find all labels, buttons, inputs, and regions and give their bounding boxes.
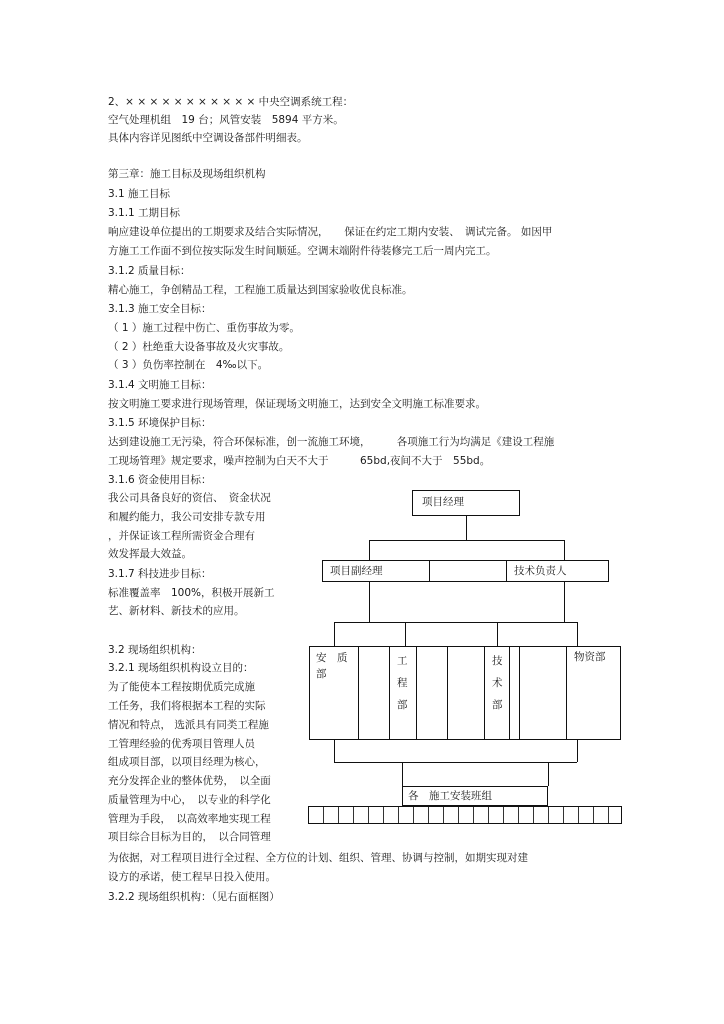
connector — [334, 622, 577, 623]
text-line: 组成项目部，以项目经理为核心， — [108, 756, 266, 768]
text-line: 管理为手段， 以高效率地实现工程 — [108, 813, 271, 825]
subsection-heading: 3.1.6 资金使用目标： — [108, 474, 212, 486]
subsection-heading: 3.1.1 工期目标 — [108, 207, 181, 219]
divider — [566, 646, 567, 740]
org-label-manager: 项目经理 — [422, 496, 464, 508]
org-label-engineering: 工程部 — [397, 655, 408, 711]
text-line: 和履约能力，我公司安排专款专用 — [108, 511, 266, 523]
org-label-materials: 物资部 — [574, 651, 606, 663]
text-line: 为了能使本工程按期优质完成施 — [108, 681, 255, 693]
org-label-safety-quality: 安 质部 — [316, 652, 348, 680]
text-line: 工任务，我们将根据本工程的实际 — [108, 700, 266, 712]
connector — [577, 740, 578, 762]
connector — [577, 622, 578, 646]
connector — [334, 740, 335, 762]
connector — [369, 540, 370, 560]
text-line: 精心施工，争创精品工程，工程施工质量达到国家验收优良标准。 — [108, 284, 413, 296]
connector — [402, 762, 403, 786]
subsection-heading: 3.2.1 现场组织机构设立目的： — [108, 662, 254, 674]
org-label-crews: 各 施工安装班组 — [408, 790, 492, 802]
text-line: 按文明施工要求进行现场管理，保证现场文明施工，达到安全文明施工标准要求。 — [108, 398, 486, 410]
text-line: （ 1 ）施工过程中伤亡、重伤事故为零。 — [108, 322, 300, 334]
text-line: 为依据，对工程项目进行全过程、全方位的计划、组织、管理、协调与控制，如期实现对建 — [108, 852, 528, 864]
text-line: 充分发挥企业的整体优势， 以全面 — [108, 775, 271, 787]
subsection-heading: 3.2.2 现场组织机构：（见右面框图） — [108, 891, 280, 903]
text-line: （ 2 ）杜绝重大设备事故及火灾事故。 — [108, 341, 290, 353]
divider — [447, 646, 448, 740]
subsection-heading: 3.1.4 文明施工目标： — [108, 379, 212, 391]
subsection-heading: 3.1.5 环境保护目标： — [108, 417, 212, 429]
text-line: 标准覆盖率 100%，积极开展新工 — [108, 587, 275, 599]
text-line: 响应建设单位提出的工期要求及结合实际情况， 保证在约定工期内安装、 调试完备。 如因甲 — [108, 226, 553, 238]
section-heading: 3.1 施工目标 — [108, 188, 171, 200]
text-line: （ 3 ）负伤率控制在 4‰以下。 — [108, 359, 269, 371]
text-line: 2、× × × × × × × × × × × 中央空调系统工程： — [108, 96, 354, 108]
text-line: 项目综合目标为目的， 以合同管理 — [108, 831, 271, 843]
connector — [369, 582, 370, 622]
text-line: 方施工工作面不到位按实际发生时间顺延。空调末端附件待装修完工后一周内完工。 — [108, 245, 497, 257]
connector — [497, 622, 498, 646]
text-line: 情况和特点， 选派具有同类工程施 — [108, 719, 269, 731]
text-line: 质量管理为中心， 以专业的科学化 — [108, 794, 271, 806]
org-crew-cells — [308, 806, 622, 824]
text-line: ，并保证该工程所需资金合理有 — [108, 530, 255, 542]
connector — [334, 622, 335, 646]
section-heading: 3.2 现场组织机构： — [108, 644, 202, 656]
text-line: 空气处理机组 19 台；风管安装 5894 平方米。 — [108, 114, 344, 126]
subsection-heading: 3.1.3 施工安全目标： — [108, 303, 212, 315]
divider — [519, 646, 520, 740]
divider — [358, 646, 359, 740]
connector — [334, 762, 577, 763]
connector — [564, 582, 565, 622]
text-line: 效发挥最大效益。 — [108, 548, 192, 560]
connector — [548, 762, 549, 786]
subsection-heading: 3.1.7 科技进步目标： — [108, 568, 212, 580]
connector — [564, 540, 565, 560]
connector — [466, 516, 467, 540]
connector — [369, 540, 564, 541]
chapter-heading: 第三章：施工目标及现场组织机构 — [108, 168, 266, 180]
text-line: 工管理经验的优秀项目管理人员 — [108, 738, 255, 750]
org-box-row-middle — [429, 560, 507, 582]
org-label-deputy: 项目副经理 — [330, 565, 383, 577]
text-line: 达到建设施工无污染，符合环保标准，创一流施工环境， 各项施工行为均满足《建设工程施 — [108, 436, 555, 448]
org-label-technical: 技术部 — [492, 655, 503, 711]
org-label-tech-lead: 技术负责人 — [514, 565, 567, 577]
subsection-heading: 3.1.2 质量目标： — [108, 265, 191, 277]
text-line: 艺、新材料、新技术的应用。 — [108, 605, 245, 617]
text-line: 我公司具备良好的资信、 资金状况 — [108, 492, 271, 504]
text-line: 工现场管理》规定要求，噪声控制为白天不大于 65bd,夜间不大于 55bd。 — [108, 455, 491, 467]
text-line: 设方的承诺，使工程早日投入使用。 — [108, 871, 276, 883]
text-line: 具体内容详见图纸中空调设备部件明细表。 — [108, 132, 308, 144]
connector — [405, 622, 406, 646]
